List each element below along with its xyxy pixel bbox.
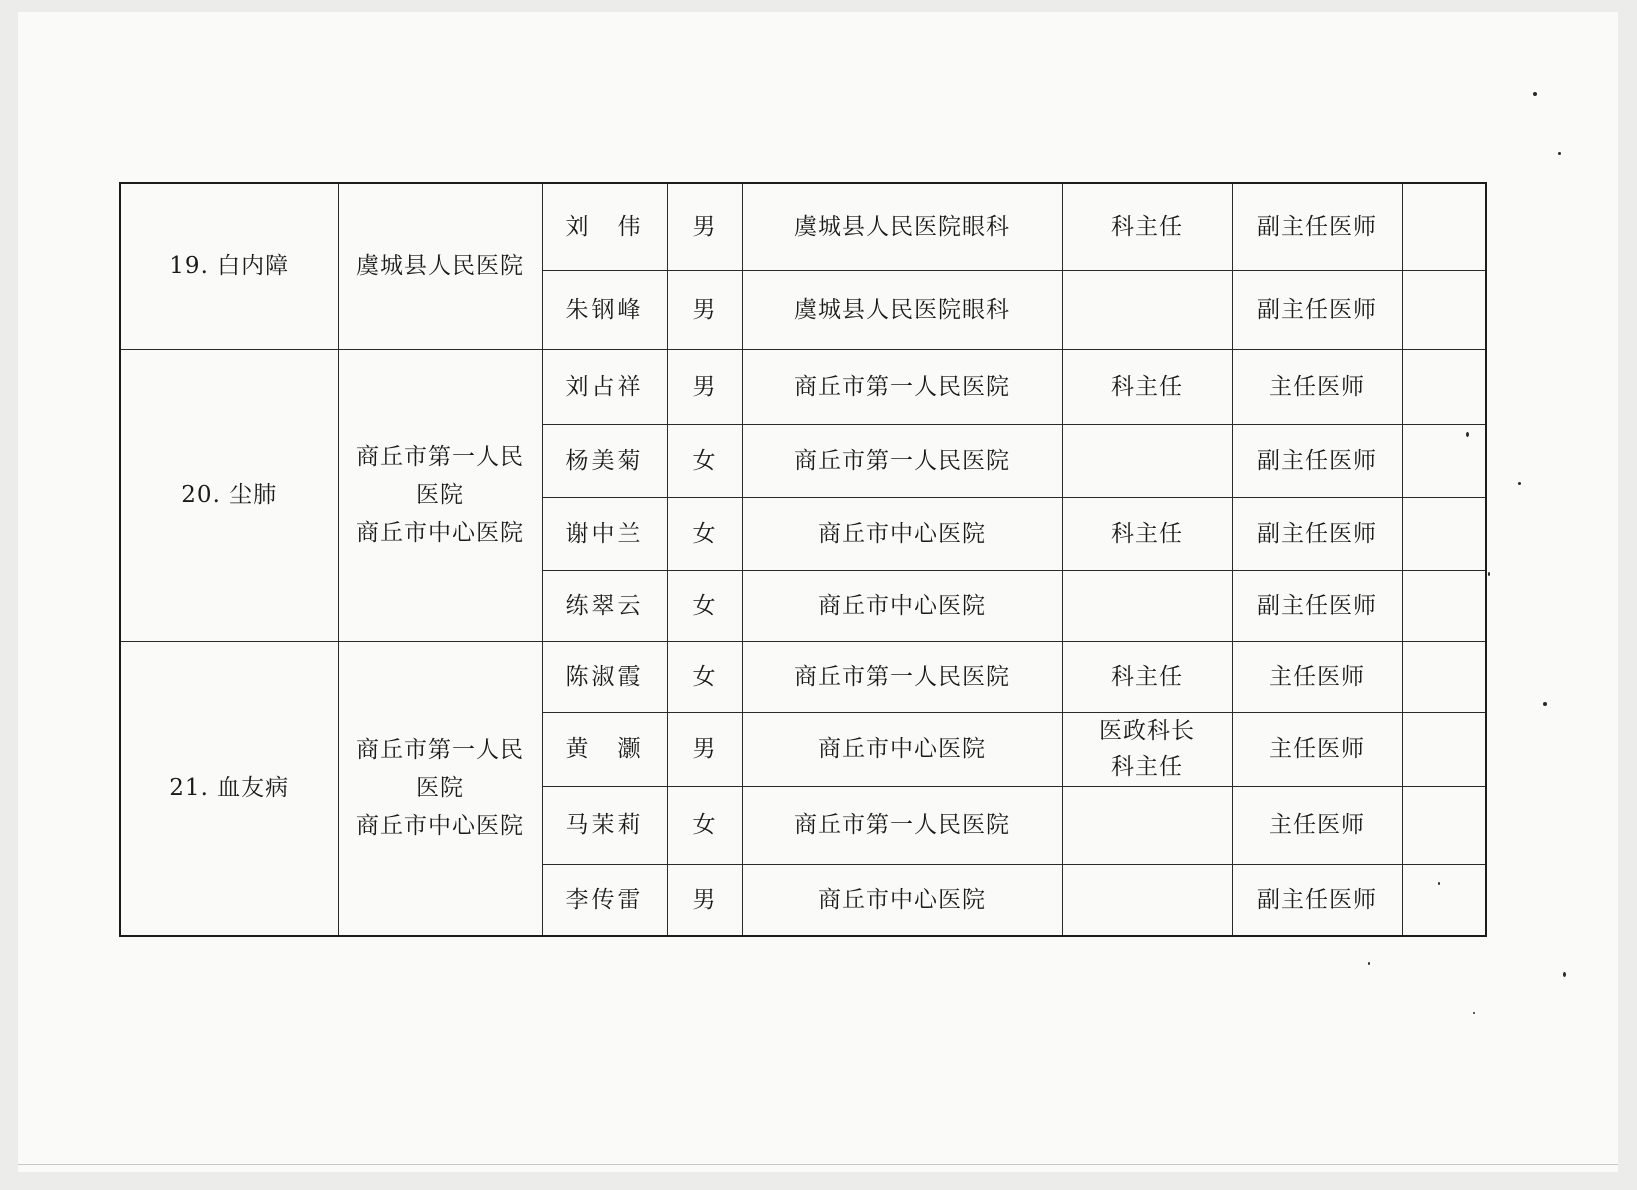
page-edge-rule	[18, 1164, 1618, 1165]
member-gender: 女	[667, 424, 742, 497]
member-position	[1062, 424, 1232, 497]
member-unit: 商丘市中心医院	[742, 570, 1062, 641]
member-gender: 男	[667, 270, 742, 349]
member-position	[1062, 864, 1232, 936]
member-title: 主任医师	[1232, 786, 1402, 864]
member-position	[1062, 786, 1232, 864]
member-unit: 虞城县人民医院眼科	[742, 183, 1062, 270]
member-name: 黄 灏	[542, 712, 667, 786]
member-gender: 男	[667, 183, 742, 270]
member-name: 刘 伟	[542, 183, 667, 270]
disease-cell: 19. 白内障	[120, 183, 338, 349]
member-position	[1062, 270, 1232, 349]
table-row	[120, 641, 1486, 712]
hospital-line: 商丘市第一人民	[356, 737, 524, 764]
hospital-cell	[338, 641, 542, 936]
disease-cell: 20. 尘肺	[120, 349, 338, 641]
member-name: 陈淑霞	[542, 641, 667, 712]
member-title: 副主任医师	[1232, 270, 1402, 349]
hospital-cell	[338, 349, 542, 641]
member-position	[1062, 712, 1232, 786]
hospital-line: 商丘市中心医院	[356, 520, 524, 546]
empty-cell	[1402, 424, 1486, 497]
member-position	[1062, 641, 1232, 712]
empty-cell	[1402, 570, 1486, 641]
roster-body	[120, 183, 1486, 936]
member-title: 副主任医师	[1232, 183, 1402, 270]
member-name: 朱钢峰	[542, 270, 667, 349]
member-unit: 商丘市第一人民医院	[742, 349, 1062, 424]
empty-cell	[1402, 183, 1486, 270]
empty-cell	[1402, 712, 1486, 786]
hospital-line: 虞城县人民医院	[356, 253, 524, 280]
member-title: 主任医师	[1232, 349, 1402, 424]
table-row	[120, 349, 1486, 424]
empty-cell	[1402, 349, 1486, 424]
disease-cell: 21. 血友病	[120, 641, 338, 936]
member-name: 李传雷	[542, 864, 667, 936]
member-name: 刘占祥	[542, 349, 667, 424]
scan-speck	[1473, 1012, 1475, 1014]
hospital-line: 医院	[416, 775, 464, 802]
member-gender: 男	[667, 712, 742, 786]
hospital-cell	[338, 183, 542, 349]
scan-speck	[1368, 962, 1370, 965]
empty-cell	[1402, 864, 1486, 936]
member-position	[1062, 349, 1232, 424]
member-position	[1062, 497, 1232, 570]
member-title: 副主任医师	[1232, 424, 1402, 497]
position-line: 科主任	[1111, 373, 1183, 400]
scan-speck	[1563, 972, 1566, 977]
member-position	[1062, 183, 1232, 270]
member-title: 副主任医师	[1232, 864, 1402, 936]
hospital-line: 商丘市第一人民	[356, 444, 524, 470]
member-gender: 女	[667, 497, 742, 570]
member-unit: 商丘市第一人民医院	[742, 786, 1062, 864]
member-name: 杨美菊	[542, 424, 667, 497]
member-unit: 商丘市中心医院	[742, 497, 1062, 570]
expert-roster-table	[119, 182, 1487, 937]
member-title: 副主任医师	[1232, 497, 1402, 570]
scan-speck	[1518, 482, 1521, 485]
member-gender: 女	[667, 786, 742, 864]
empty-cell	[1402, 497, 1486, 570]
scan-speck	[1533, 92, 1537, 96]
member-title: 主任医师	[1232, 712, 1402, 786]
member-name: 谢中兰	[542, 497, 667, 570]
member-title: 副主任医师	[1232, 570, 1402, 641]
member-name: 练翠云	[542, 570, 667, 641]
member-title: 主任医师	[1232, 641, 1402, 712]
member-unit: 商丘市中心医院	[742, 712, 1062, 786]
member-unit: 商丘市第一人民医院	[742, 641, 1062, 712]
scan-speck	[1488, 572, 1490, 576]
hospital-line: 商丘市中心医院	[356, 813, 524, 840]
member-unit: 商丘市第一人民医院	[742, 424, 1062, 497]
member-unit: 虞城县人民医院眼科	[742, 270, 1062, 349]
member-gender: 女	[667, 570, 742, 641]
position-line: 科主任	[1111, 663, 1183, 690]
member-name: 马茉莉	[542, 786, 667, 864]
member-unit: 商丘市中心医院	[742, 864, 1062, 936]
member-position	[1062, 570, 1232, 641]
empty-cell	[1402, 270, 1486, 349]
table-row	[120, 183, 1486, 270]
position-line: 医政科长	[1099, 718, 1195, 744]
scanned-page	[18, 12, 1618, 1172]
hospital-line: 医院	[416, 482, 464, 508]
scan-speck	[1543, 702, 1547, 706]
position-line: 科主任	[1111, 213, 1183, 240]
position-line: 科主任	[1111, 754, 1183, 780]
position-line: 科主任	[1111, 520, 1183, 547]
scan-speck	[1558, 152, 1561, 155]
member-gender: 男	[667, 349, 742, 424]
member-gender: 男	[667, 864, 742, 936]
member-gender: 女	[667, 641, 742, 712]
empty-cell	[1402, 786, 1486, 864]
empty-cell	[1402, 641, 1486, 712]
